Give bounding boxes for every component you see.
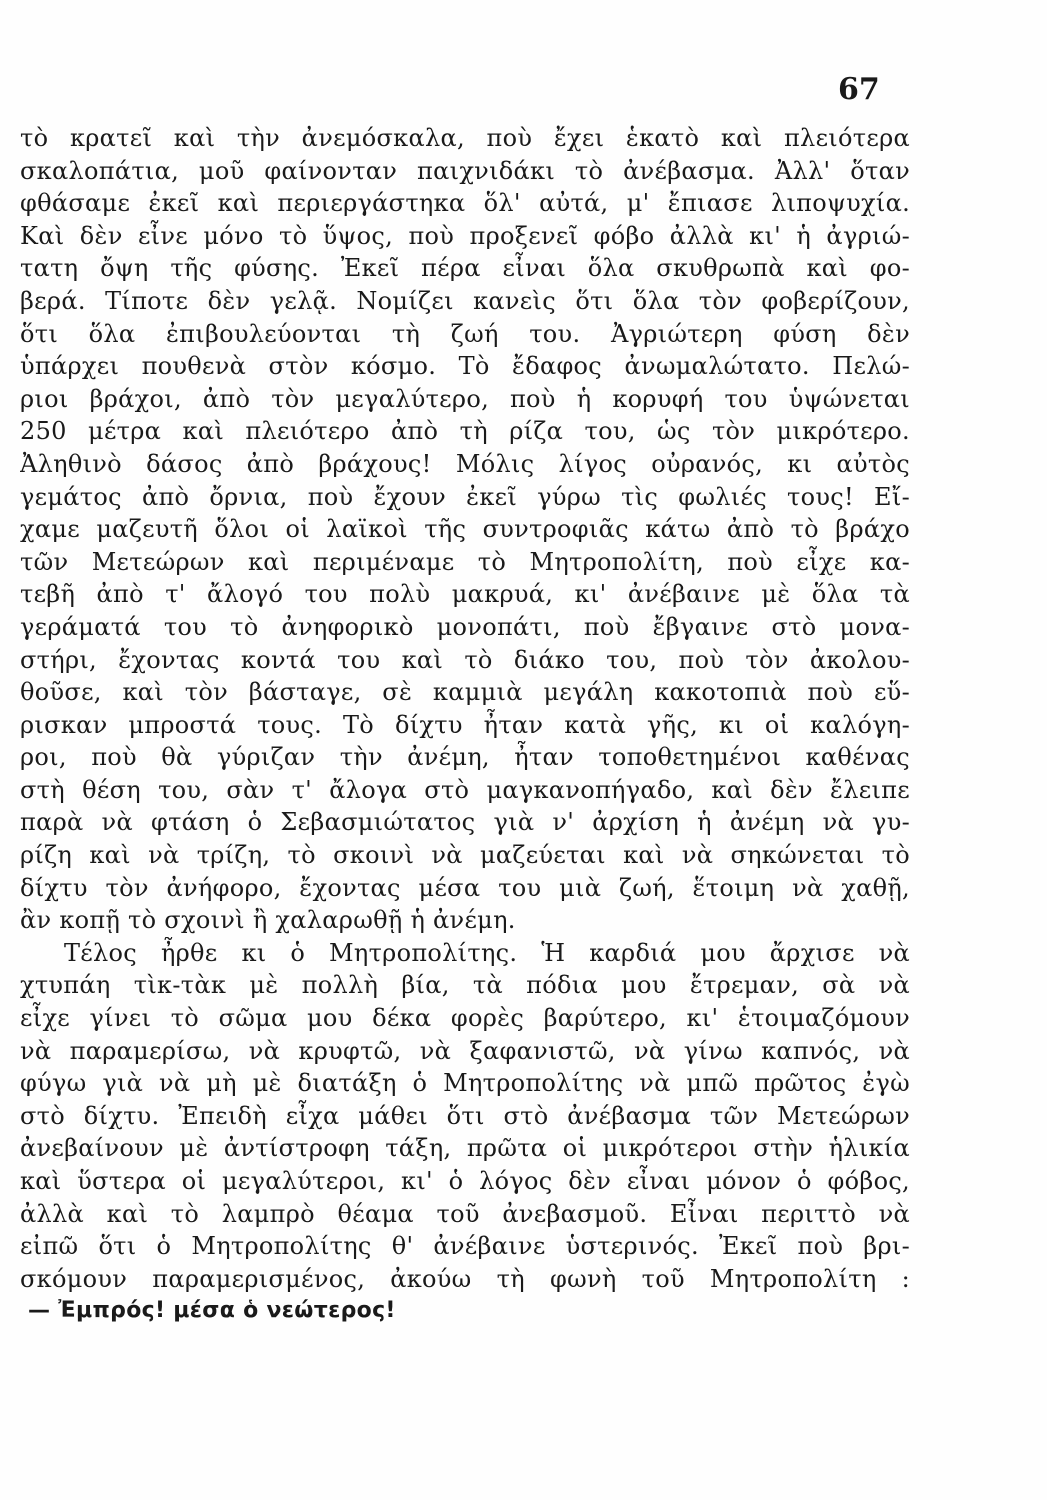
text-line: ὑπάρχει πουθενὰ στὸν κόσμο. Τὸ ἔδαφος ἀνωμαλώτατο. Πελώ-: [20, 352, 910, 381]
text-line: δίχτυ τὸν ἀνήφορο, ἔχοντας μέσα του μιὰ ζωή, ἕτοιμη νὰ χαθῇ,: [20, 873, 910, 902]
page-number: 67: [838, 72, 880, 107]
text-line: ρισκαν μπροστά τους. Τὸ δίχτυ ἦταν κατὰ γῆς, κι οἱ καλόγη-: [20, 710, 910, 739]
text-line: γεράματά του τὸ ἀνηφορικὸ μονοπάτι, ποὺ ἔβγαινε στὸ μονα-: [20, 612, 910, 641]
text-line: τῶν Μετεώρων καὶ περιμέναμε τὸ Μητροπολίτη, ποὺ εἶχε κα-: [20, 547, 910, 576]
text-line: ροι, ποὺ θὰ γύριζαν τὴν ἀνέμη, ἦταν τοποθετημένοι καθένας: [20, 743, 910, 772]
text-line: στὴ θέση του, σὰν τ' ἄλογα στὸ μαγκανοπήγαδο, καὶ δὲν ἔλειπε: [20, 775, 910, 804]
text-line: εἰπῶ ὅτι ὁ Μητροπολίτης θ' ἀνέβαινε ὑστερινός. Ἐκεῖ ποὺ βρι-: [20, 1232, 910, 1261]
text-line: χαμε μαζευτῆ ὅλοι οἱ λαϊκοὶ τῆς συντροφιᾶς κάτω ἀπὸ τὸ βράχο: [20, 515, 910, 544]
text-line: τεβῆ ἀπὸ τ' ἄλογό του πολὺ μακρυά, κι' ἀνέβαινε μὲ ὅλα τὰ: [20, 580, 910, 609]
text-line: βερά. Τίποτε δὲν γελᾷ. Νομίζει κανεὶς ὅτι ὅλα τὸν φοβερίζουν,: [20, 286, 910, 315]
text-line: φύγω γιὰ νὰ μὴ μὲ διατάξη ὁ Μητροπολίτης νὰ μπῶ πρῶτος ἐγὼ: [20, 1069, 910, 1098]
text-line: τατη ὄψη τῆς φύσης. Ἐκεῖ πέρα εἶναι ὅλα σκυθρωπὰ καὶ φο-: [20, 254, 910, 283]
text-line: τὸ κρατεῖ καὶ τὴν ἀνεμόσκαλα, ποὺ ἔχει ἑκατὸ καὶ πλειότερα: [20, 124, 910, 152]
text-line: στήρι, ἔχοντας κοντά του καὶ τὸ διάκο του, ποὺ τὸν ἀκολου-: [20, 645, 910, 674]
text-line: εἶχε γίνει τὸ σῶμα μου δέκα φορὲς βαρύτερο, κι' ἑτοιμαζόμουν: [20, 1004, 910, 1033]
text-line: στὸ δίχτυ. Ἐπειδὴ εἶχα μάθει ὅτι στὸ ἀνέβασμα τῶν Μετεώρων: [20, 1101, 910, 1130]
text-line: Ἀληθινὸ δάσος ἀπὸ βράχους! Μόλις λίγος οὐρανός, κι αὐτὸς: [20, 449, 910, 478]
text-line: σκόμουν παραμερισμένος, ἀκούω τὴ φωνὴ τοῦ Μητροπολίτη :: [20, 1264, 910, 1293]
text-line: 250 μέτρα καὶ πλειότερο ἀπὸ τὴ ρίζα του, ὡς τὸν μικρότερο.: [20, 417, 910, 446]
text-line: ρίζη καὶ νὰ τρίζη, τὸ σκοινὶ νὰ μαζεύεται καὶ νὰ σηκώνεται τὸ: [20, 841, 910, 870]
text-line: θοῦσε, καὶ τὸν βάσταγε, σὲ καμμιὰ μεγάλη κακοτοπιὰ ποὺ εὕ-: [20, 678, 910, 707]
text-line: ἂν κοπῇ τὸ σχοινὶ ἢ χαλαρωθῇ ἡ ἀνέμη.: [20, 906, 516, 935]
text-line: ὅτι ὅλα ἐπιβουλεύονται τὴ ζωή του. Ἀγριώτερη φύση δὲν: [20, 319, 910, 348]
text-line: γεμάτος ἀπὸ ὄρνια, ποὺ ἔχουν ἐκεῖ γύρω τὶς φωλιές τους! Εἴ-: [20, 482, 910, 511]
text-line: καὶ ὕστερα οἱ μεγαλύτεροι, κι' ὁ λόγος δὲν εἶναι μόνον ὁ φόβος,: [20, 1167, 910, 1195]
text-line: ἀνεβαίνουν μὲ ἀντίστροφη τάξη, πρῶτα οἱ μικρότεροι στὴν ἡλικία: [20, 1134, 910, 1163]
text-line: Καὶ δὲν εἶνε μόνο τὸ ὕψος, ποὺ προξενεῖ φόβο ἀλλὰ κι' ἡ ἀγριώ-: [20, 221, 910, 250]
text-line: χτυπάη τὶκ-τὰκ μὲ πολλὴ βία, τὰ πόδια μου ἔτρεμαν, σὰ νὰ: [20, 971, 910, 1000]
body-text: [20, 122, 910, 1328]
dialogue-line: — Ἐμπρός! μέσα ὁ νεώτερος!: [28, 1298, 396, 1324]
text-line: νὰ παραμερίσω, νὰ κρυφτῶ, νὰ ξαφανιστῶ, νὰ γίνω καπνός, νὰ: [20, 1036, 910, 1065]
text-line: σκαλοπάτια, μοῦ φαίνονταν παιχνιδάκι τὸ ἀνέβασμα. Ἀλλ' ὅταν: [20, 156, 910, 185]
text-line: παρὰ νὰ φτάση ὁ Σεβασμιώτατος γιὰ ν' ἀρχίση ἡ ἀνέμη νὰ γυ-: [20, 808, 910, 837]
text-line: φθάσαμε ἐκεῖ καὶ περιεργάστηκα ὅλ' αὐτά, μ' ἔπιασε λιποψυχία.: [20, 189, 910, 218]
text-line: ἀλλὰ καὶ τὸ λαμπρὸ θέαμα τοῦ ἀνεβασμοῦ. Εἶναι περιττὸ νὰ: [20, 1199, 910, 1228]
text-line: Τέλος ἦρθε κι ὁ Μητροπολίτης. Ἡ καρδιά μου ἄρχισε νὰ: [64, 938, 910, 967]
text-line: ριοι βράχοι, ἀπὸ τὸν μεγαλύτερο, ποὺ ἡ κορυφή του ὑψώνεται: [20, 384, 910, 413]
